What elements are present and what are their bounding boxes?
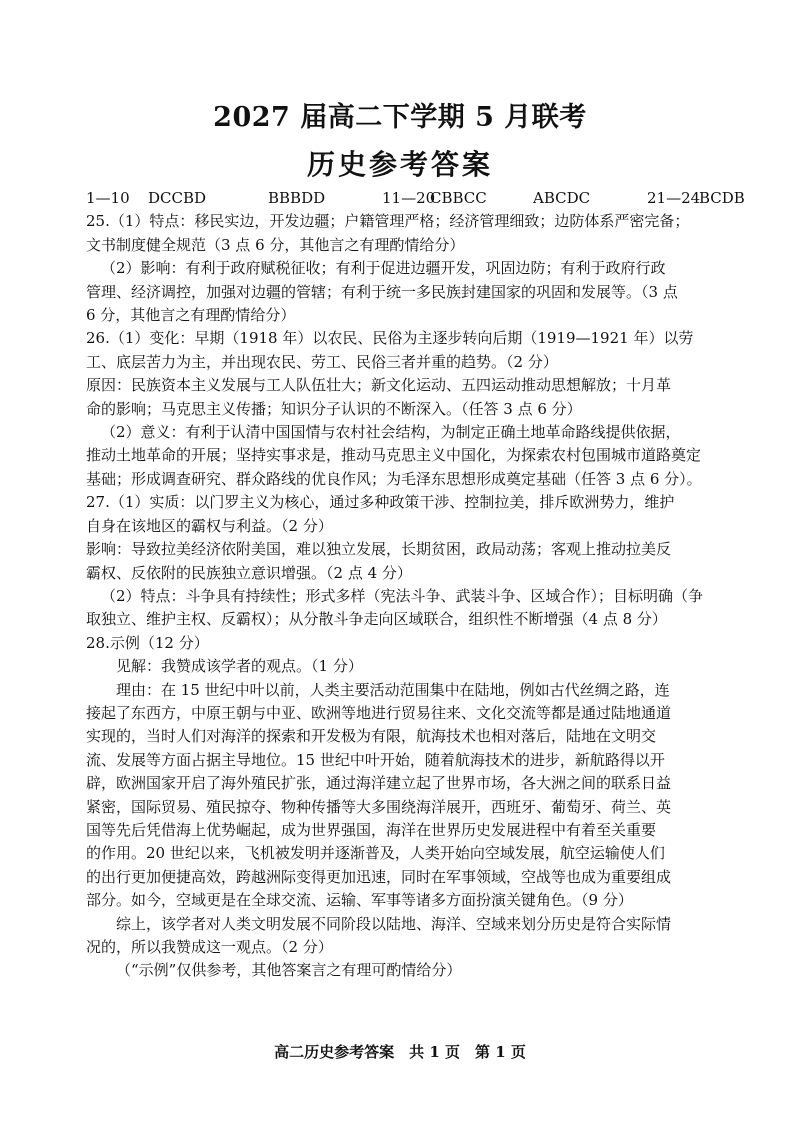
q26-line: 工、底层苦力为主，并出现农民、劳工、民俗三者并重的趋势。（2 分）	[86, 352, 558, 371]
q26-line: 推动土地革命的开展；坚持实事求是，推动马克思主义中国化，为探索农村包围城市道路奠定	[86, 446, 702, 465]
q25-line: 6 分，其他言之有理酌情给分）	[86, 306, 296, 325]
mc-range-3: 21—24	[647, 189, 701, 207]
q25-line: 管理、经济调控，加强对边疆的管辖；有利于统一多民族封建国家的巩固和发展等。（3 点	[86, 282, 678, 301]
q28-line: 理由：在 15 世纪中叶以前，人类主要活动范围集中在陆地，例如古代丝绸之路，连	[116, 680, 670, 699]
q28-line: 实现的，当时人们对海洋的探索和开发极为有限，航海技术也相对落后，陆地在文明交	[86, 727, 657, 746]
mc-group-4: ABCDC	[533, 189, 591, 207]
q25-line: 文书制度健全规范（3 点 6 分，其他言之有理酌情给分）	[86, 235, 465, 254]
note-line: （“示例”仅供参考，其他答案言之有理可酌情给分）	[116, 961, 462, 980]
q28-line: 况的，所以我赞成这一观点。（2 分）	[86, 938, 333, 956]
q28-line: 部分。如今，空域更是在全球交流、运输、军事等诸多方面扮演关键角色。（9 分）	[86, 891, 633, 910]
mc-group-2: BBBDD	[268, 189, 326, 207]
mc-range-2: 11—20	[382, 189, 436, 207]
mc-range-1: 1—10	[86, 189, 130, 207]
q26-line: （2）意义：有利于认清中国国情与农村社会结构，为制定正确土地革命路线提供依据，	[101, 423, 681, 442]
mc-group-1: DCCBD	[148, 189, 207, 207]
q28-line: 的出行更加便捷高效，跨越洲际变得更加迅速，同时在军事领域，空战等也成为重要组成	[86, 867, 672, 886]
q27-line: 27.（1）实质：以门罗主义为核心，通过多种政策干涉、控制拉美，排斥欧洲势力，维护	[86, 493, 675, 512]
exam-title: 2027 届高二下学期 5 月联考	[213, 102, 587, 133]
mc-group-5: BCDB	[699, 189, 745, 207]
q26-line: 原因：民族资本主义发展与工人队伍壮大；新文化运动、五四运动推动思想解放；十月革	[86, 376, 672, 395]
multiple-choice-answers	[86, 187, 745, 210]
mc-group-3: CBBCC	[430, 189, 487, 207]
q28-line: 紧密，国际贸易、殖民掠夺、物种传播等大多围绕海洋展开，西班牙、葡萄牙、荷兰、英	[86, 797, 672, 816]
page-footer: 高二历史参考答案 共 1 页 第 1 页	[274, 1043, 526, 1061]
q27-line: （2）特点：斗争具有持续性；形式多样（宪法斗争、武装斗争、区域合作）；目标明确（争	[101, 586, 704, 605]
q27-line: 霸权、反依附的民族独立意识增强。（2 点 4 分）	[86, 563, 412, 582]
subject-title: 历史参考答案	[306, 148, 493, 181]
q28-line: 综上，该学者对人类文明发展不同阶段以陆地、海洋、空域来划分历史是符合实际情	[116, 914, 672, 933]
q28-line: 见解：我赞成该学者的观点。（1 分）	[116, 657, 363, 676]
q27-line: 影响：导致拉美经济依附美国，难以独立发展，长期贫困，政局动荡；客观上推动拉美反	[86, 540, 672, 559]
q28-heading: 28.示例（12 分）	[86, 633, 209, 652]
q28-line: 接起了东西方，中原王朝与中亚、欧洲等地进行贸易往来、文化交流等都是通过陆地通道	[86, 703, 672, 722]
q25-line: 25.（1）特点：移民实边，开发边疆；户籍管理严格；经济管理细致；边防体系严密完备；	[86, 212, 690, 231]
q26-line: 26.（1）变化：早期（1918 年）以农民、民俗为主逐步转向后期（1919—1921 年）以劳	[86, 329, 694, 348]
answer-body	[86, 187, 745, 983]
q26-line: 基础；形成调查研究、群众路线的优良作风；为毛泽东思想形成奠定基础（任答 3 点 6 分）。	[86, 469, 702, 488]
q27-line: 自身在该地区的霸权与利益。（2 分）	[86, 516, 333, 535]
q28-line: 的作用。20 世纪以来，飞机被发明并逐渐普及，人类开始向空域发展，航空运输使人们	[86, 844, 665, 863]
q28-line: 国等先后凭借海上优势崛起，成为世界强国，海洋在世界历史发展进程中有着至关重要	[86, 820, 657, 839]
q27-line: 取独立、维护主权、反霸权）；从分散斗争走向区域联合，组织性不断增强（4 点 8 分）	[86, 610, 667, 629]
q26-line: 命的影响；马克思主义传播；知识分子认识的不断深入。（任答 3 点 6 分）	[86, 399, 582, 418]
q28-line: 辟，欧洲国家开启了海外殖民扩张，通过海洋建立起了世界市场，各大洲之间的联系日益	[86, 774, 672, 793]
q28-line: 流、发展等方面占据主导地位。15 世纪中叶开始，随着航海技术的进步，新航路得以开	[86, 750, 665, 769]
q25-line: （2）影响：有利于政府赋税征收；有利于促进边疆开发，巩固边防；有利于政府行政	[101, 259, 666, 278]
